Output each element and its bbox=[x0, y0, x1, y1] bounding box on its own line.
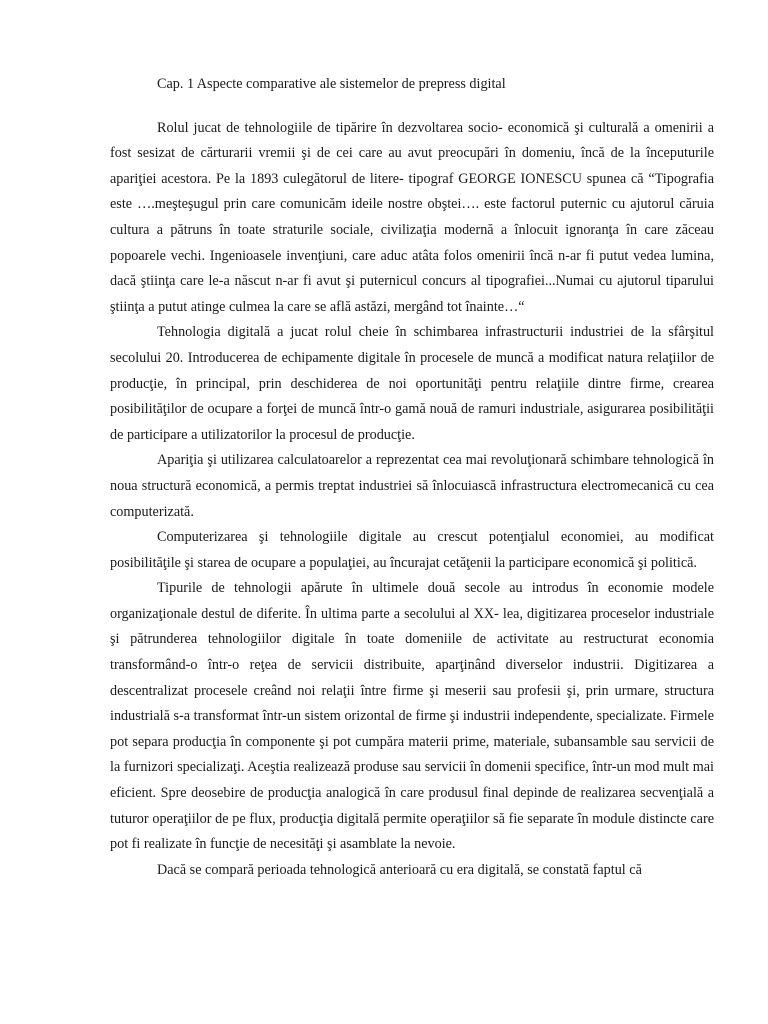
paragraph-2: Tehnologia digitală a jucat rolul cheie în schimbarea infrastructurii industriei de la sfârşitul secolului 20. Introducerea de echipamente digitale în procesele de muncă a modificat natura relaţiilor de producţie, în principal, prin deschiderea de noi oportunităţi pentru relaţiile dintre firme, crearea posibilităţilor de ocupare a forţei de muncă într-o gamă nouă de ramuri industriale, asigurarea posibilităţii de participare a utilizatorilor la procesul de producţie. bbox=[110, 324, 714, 443]
paragraph-1: Rolul jucat de tehnologiile de tipărire în dezvoltarea socio- economică şi culturală a omenirii a fost sesizat de cărturarii vremii şi de cei care au avut preocupări în domeniu, încă de la începuturile apariţiei acestora. Pe la 1893 culegătorul de litere- tipograf GEORGE IONESCU spunea că “Tipografia este ….meşteşugul prin care comunicăm ideile nostre obştei…. este factorul puternic cu ajutorul căruia cultura a pătruns în toate straturile sociale, civilizaţia modernă a înlocuit ignoranţa în care zăceau popoarele vechi. Ingenioasele invenţiuni, care aduc atâta folos omenirii încă n-ar fi putut vedea lumina, dacă ştiinţa care le-a născut n-ar fi avut şi puternicul concurs al tipografiei...Numai cu ajutorul tiparului ştiinţa a putut atinge culmea la care se află astăzi, mergând tot înainte…“ bbox=[110, 119, 714, 315]
document-page bbox=[110, 72, 714, 883]
chapter-title: Cap. 1 Aspecte comparative ale sistemelor de prepress digital bbox=[157, 76, 506, 92]
paragraph-3: Apariţia şi utilizarea calculatoarelor a reprezentat cea mai revoluţionară schimbare tehnologică în noua structură economică, a permis treptat industriei să înlocuiască infrastructura electromecanică cu cea computerizată. bbox=[110, 452, 714, 520]
paragraph-6: Dacă se compară perioada tehnologică anterioară cu era digitală, se constată faptul că bbox=[157, 861, 642, 878]
paragraph-5: Tipurile de tehnologii apărute în ultimele două secole au introdus în economie modele organizaţionale destul de diferite. În ultima parte a secolului al XX- lea, digitizarea proceselor industriale şi pătrunderea tehnologiilor digitale în toate domeniile de activitate au restructurat economia transformând-o într-o reţea de servicii distribuite, aparţinând diverselor industrii. Digitizarea a descentralizat procesele creând noi relaţii între firme şi meserii sau profesii şi, prin urmare, structura industrială s-a transformat într-un sistem orizontal de firme şi industrii independente, specializate. Firmele pot separa producţia în componente şi pot cumpăra materii prime, materiale, subansamble sau servicii de la furnizori specializaţi. Aceştia realizează produse sau servicii în domenii specifice, într-un mod mult mai eficient. Spre deosebire de producţia analogică în care produsul final depinde de realizarea secvenţială a tuturor operaţiilor de pe flux, producţia digitală permite operaţiilor să fie separate în module distincte care pot fi realizate în funcţie de necesităţi şi asamblate la nevoie. bbox=[110, 580, 714, 853]
paragraph-4: Computerizarea şi tehnologiile digitale au crescut potenţialul economiei, au modificat posibilităţile şi starea de ocupare a populaţiei, au încurajat cetăţenii la participare economică şi politică. bbox=[110, 529, 714, 571]
